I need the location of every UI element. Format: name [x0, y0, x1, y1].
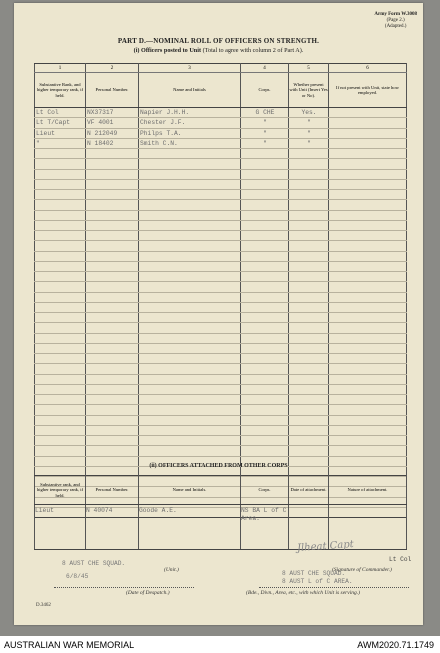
rank-cell: [35, 374, 86, 384]
corps-cell: [241, 374, 289, 384]
officers-posted-rows: [35, 108, 407, 518]
employed-cell: [329, 364, 407, 374]
present-cell: Yes.: [289, 108, 329, 118]
name-cell: [139, 159, 241, 169]
form-number: Army Form W.3008: [374, 12, 417, 17]
present-cell: [289, 149, 329, 159]
present-cell: [289, 384, 329, 394]
name-cell: [139, 282, 241, 292]
number-cell: [86, 210, 139, 220]
name-cell: [139, 200, 241, 210]
rank-cell: [35, 220, 86, 230]
rank-cell: Lt T/Capt: [35, 118, 86, 128]
present-cell: [289, 425, 329, 435]
rank-cell: [35, 179, 86, 189]
name-cell: [139, 231, 241, 241]
name-cell: [139, 354, 241, 364]
blank-row: [35, 261, 407, 271]
blank-row: [35, 354, 407, 364]
name-cell: [139, 313, 241, 323]
column-header-number: Personal Number.: [86, 73, 139, 108]
rank-cell: [35, 210, 86, 220]
rank-cell: [35, 364, 86, 374]
column-header-name: Name and Initials.: [139, 476, 241, 505]
number-cell: [86, 415, 139, 425]
name-cell: [139, 302, 241, 312]
rank-cell: [35, 343, 86, 353]
corps-cell: [241, 149, 289, 159]
present-cell: [289, 374, 329, 384]
signature-rank: Lt Col: [389, 556, 412, 563]
corps-cell: [241, 446, 289, 456]
number-cell: [86, 231, 139, 241]
blank-row: [35, 302, 407, 312]
present-cell: [289, 231, 329, 241]
name-cell: Goode A.E.: [139, 505, 241, 550]
column-header-row: [35, 476, 407, 505]
corps-cell: NS BA L of C Area.: [241, 505, 289, 550]
present-cell: [289, 405, 329, 415]
present-cell: [289, 343, 329, 353]
number-cell: NX37317: [86, 108, 139, 118]
officers-posted-table: [34, 63, 407, 518]
employed-cell: [329, 415, 407, 425]
blank-row: [35, 395, 407, 405]
present-cell: [289, 313, 329, 323]
number-cell: [86, 179, 139, 189]
rank-cell: [35, 425, 86, 435]
column-header-date: Date of attachment.: [289, 476, 329, 505]
number-cell: [86, 272, 139, 282]
corps-cell: [241, 354, 289, 364]
name-cell: [139, 446, 241, 456]
number-cell: [86, 323, 139, 333]
present-cell: [289, 436, 329, 446]
number-cell: [86, 395, 139, 405]
employed-cell: [329, 292, 407, 302]
rank-cell: [35, 251, 86, 261]
column-header-employed: If not present with Unit, state how employed.: [329, 73, 407, 108]
name-cell: [139, 343, 241, 353]
blank-row: [35, 343, 407, 353]
name-cell: [139, 210, 241, 220]
employed-cell: [329, 128, 407, 138]
employed-cell: [329, 231, 407, 241]
corps-cell: [241, 384, 289, 394]
blank-row: [35, 282, 407, 292]
present-cell: [289, 292, 329, 302]
employed-cell: [329, 302, 407, 312]
column-number: 4: [241, 64, 289, 73]
form-page-number: (Page 2.): [386, 18, 405, 23]
employed-cell: [329, 138, 407, 148]
name-cell: [139, 405, 241, 415]
employed-cell: [329, 149, 407, 159]
blank-row: [35, 323, 407, 333]
blank-row: [35, 159, 407, 169]
number-cell: [86, 190, 139, 200]
name-cell: Chester J.F.: [139, 118, 241, 128]
number-cell: [86, 446, 139, 456]
number-cell: [86, 425, 139, 435]
column-header-corps: Corps.: [241, 73, 289, 108]
blank-row: [35, 231, 407, 241]
rank-cell: [35, 292, 86, 302]
number-cell: [86, 364, 139, 374]
rank-cell: [35, 313, 86, 323]
rank-cell: [35, 190, 86, 200]
corps-cell: [241, 415, 289, 425]
employed-cell: [329, 261, 407, 271]
rank-cell: [35, 395, 86, 405]
number-cell: [86, 405, 139, 415]
number-cell: [86, 169, 139, 179]
number-cell: [86, 220, 139, 230]
column-number: 3: [139, 64, 241, 73]
rank-cell: [35, 405, 86, 415]
present-cell: ": [289, 118, 329, 128]
name-cell: [139, 179, 241, 189]
number-cell: [86, 241, 139, 251]
blank-row: [35, 241, 407, 251]
form-number-block: [374, 12, 417, 30]
number-cell: [86, 374, 139, 384]
blank-row: [35, 425, 407, 435]
employed-cell: [329, 343, 407, 353]
column-header-present: Whether present with Unit (Insert Yes or No).: [289, 73, 329, 108]
number-cell: N 18402: [86, 138, 139, 148]
name-cell: [139, 395, 241, 405]
present-cell: [289, 272, 329, 282]
corps-cell: [241, 159, 289, 169]
unit-line: [54, 587, 194, 588]
rank-cell: Lieut: [35, 128, 86, 138]
present-cell: ": [289, 128, 329, 138]
number-cell: [86, 292, 139, 302]
column-header-row: [35, 73, 407, 108]
column-number: 1: [35, 64, 86, 73]
rank-cell: [35, 302, 86, 312]
employed-cell: [329, 118, 407, 128]
name-cell: [139, 220, 241, 230]
present-cell: ": [289, 138, 329, 148]
rank-cell: ": [35, 138, 86, 148]
despatch-date-value: 6/8/45: [66, 573, 89, 580]
corps-cell: [241, 251, 289, 261]
column-header-rank: Substantive Rank, and higher temporary rank, if held.: [35, 73, 86, 108]
blank-row: [35, 210, 407, 220]
corps-cell: [241, 395, 289, 405]
corps-cell: [241, 261, 289, 271]
corps-cell: [241, 343, 289, 353]
employed-cell: [329, 333, 407, 343]
rank-cell: [35, 333, 86, 343]
name-cell: [139, 333, 241, 343]
section-ii-title: (ii) OFFICERS ATTACHED FROM OTHER CORPS: [149, 463, 288, 469]
number-cell: [86, 302, 139, 312]
rank-cell: [35, 282, 86, 292]
name-cell: Napier J.H.H.: [139, 108, 241, 118]
rank-cell: Lieut: [35, 505, 86, 550]
blank-row: [35, 333, 407, 343]
present-cell: [289, 190, 329, 200]
rank-cell: [35, 169, 86, 179]
blank-row: [35, 292, 407, 302]
employed-cell: [329, 169, 407, 179]
present-cell: [289, 220, 329, 230]
archive-caption-bar: [0, 636, 440, 653]
employed-cell: [329, 436, 407, 446]
number-cell: [86, 261, 139, 271]
name-cell: [139, 169, 241, 179]
employed-cell: [329, 220, 407, 230]
corps-cell: [241, 292, 289, 302]
employed-cell: [329, 374, 407, 384]
despatch-date-label: (Date of Despatch.): [126, 590, 170, 596]
area-label: (Bde., Divn., Area, etc., with which Unit is serving.): [246, 590, 360, 596]
corps-cell: [241, 333, 289, 343]
blank-row: [35, 251, 407, 261]
column-header-name: Name and Initials: [139, 73, 241, 108]
corps-cell: [241, 405, 289, 415]
unit-value: 8 AUST CHE SQUAD.: [62, 560, 126, 567]
blank-row: [35, 179, 407, 189]
corps-cell: ": [241, 118, 289, 128]
name-cell: [139, 292, 241, 302]
blank-row: [35, 364, 407, 374]
rank-cell: [35, 149, 86, 159]
area-value-1: 8 AUST CHE SQUAD.: [282, 570, 346, 577]
blank-row: [35, 272, 407, 282]
rank-cell: [35, 272, 86, 282]
form-title: PART D.—NOMINAL ROLL OF OFFICERS ON STRENGTH.: [117, 37, 320, 45]
present-cell: [289, 333, 329, 343]
employed-cell: [329, 425, 407, 435]
name-cell: [139, 261, 241, 271]
rank-cell: [35, 436, 86, 446]
corps-cell: [241, 241, 289, 251]
corps-cell: [241, 210, 289, 220]
rank-cell: [35, 231, 86, 241]
blank-row: [35, 149, 407, 159]
present-cell: [289, 364, 329, 374]
present-cell: [289, 179, 329, 189]
blank-row: [35, 405, 407, 415]
area-value-2: 8 AUST L of C AREA.: [282, 578, 353, 585]
column-number-row: [35, 64, 407, 73]
corps-cell: [241, 425, 289, 435]
archive-source: AUSTRALIAN WAR MEMORIAL: [4, 640, 135, 650]
employed-cell: [329, 179, 407, 189]
employed-cell: [329, 313, 407, 323]
corps-cell: [241, 231, 289, 241]
present-cell: [289, 169, 329, 179]
blank-row: [35, 313, 407, 323]
column-header-rank: Substantive rank, and higher temporary rank, if held.: [35, 476, 86, 505]
name-cell: [139, 384, 241, 394]
present-cell: [289, 241, 329, 251]
name-cell: [139, 149, 241, 159]
table-row: [35, 138, 407, 148]
column-header-corps: Corps.: [241, 476, 289, 505]
number-cell: [86, 282, 139, 292]
corps-cell: ": [241, 128, 289, 138]
number-cell: [86, 384, 139, 394]
number-cell: [86, 159, 139, 169]
employed-cell: [329, 384, 407, 394]
corps-cell: [241, 302, 289, 312]
corps-cell: [241, 282, 289, 292]
rank-cell: [35, 261, 86, 271]
number-cell: [86, 436, 139, 446]
blank-row: [35, 384, 407, 394]
present-cell: [289, 159, 329, 169]
name-cell: [139, 425, 241, 435]
corps-cell: [241, 200, 289, 210]
number-cell: [86, 343, 139, 353]
present-cell: [289, 302, 329, 312]
number-cell: N 212049: [86, 128, 139, 138]
name-cell: [139, 415, 241, 425]
present-cell: [289, 251, 329, 261]
number-cell: [86, 333, 139, 343]
employed-cell: [329, 272, 407, 282]
column-header-nature: Nature of attachment.: [329, 476, 407, 505]
employed-cell: [329, 210, 407, 220]
blank-row: [35, 436, 407, 446]
corps-cell: [241, 364, 289, 374]
table-row: [35, 128, 407, 138]
column-number: 2: [86, 64, 139, 73]
unit-label: (Unit.): [164, 567, 179, 573]
present-cell: [289, 200, 329, 210]
table-row: [35, 108, 407, 118]
rank-cell: [35, 200, 86, 210]
blank-row: [35, 220, 407, 230]
corps-cell: ": [241, 138, 289, 148]
employed-cell: [329, 282, 407, 292]
blank-row: [35, 169, 407, 179]
blank-row: [35, 190, 407, 200]
table-row: [35, 118, 407, 128]
present-cell: [289, 395, 329, 405]
present-cell: [289, 323, 329, 333]
present-cell: [289, 415, 329, 425]
rank-cell: [35, 415, 86, 425]
form-subtitle: [14, 47, 423, 54]
number-cell: [86, 200, 139, 210]
name-cell: [139, 364, 241, 374]
corps-cell: G CHE: [241, 108, 289, 118]
employed-cell: [329, 251, 407, 261]
name-cell: [139, 374, 241, 384]
employed-cell: [329, 159, 407, 169]
rank-cell: [35, 241, 86, 251]
employed-cell: [329, 200, 407, 210]
number-cell: VF 4001: [86, 118, 139, 128]
area-line: [259, 587, 409, 588]
employed-cell: [329, 323, 407, 333]
archive-accession: AWM2020.71.1749: [357, 640, 434, 650]
corps-cell: [241, 179, 289, 189]
name-cell: [139, 272, 241, 282]
name-cell: Smith C.N.: [139, 138, 241, 148]
corps-cell: [241, 220, 289, 230]
employed-cell: [329, 241, 407, 251]
blank-row: [35, 374, 407, 384]
corps-cell: [241, 190, 289, 200]
employed-cell: [329, 190, 407, 200]
present-cell: [289, 282, 329, 292]
number-cell: [86, 313, 139, 323]
corps-cell: [241, 436, 289, 446]
present-cell: [289, 210, 329, 220]
employed-cell: [329, 405, 407, 415]
blank-row: [35, 415, 407, 425]
column-header-number: Personal Number.: [86, 476, 139, 505]
employed-cell: [329, 354, 407, 364]
blank-row: [35, 200, 407, 210]
corps-cell: [241, 313, 289, 323]
present-cell: [289, 354, 329, 364]
column-number: 6: [329, 64, 407, 73]
employed-cell: [329, 446, 407, 456]
rank-cell: Lt Col: [35, 108, 86, 118]
form-adapted-note: (Adapted.): [384, 24, 407, 29]
present-cell: [289, 261, 329, 271]
corps-cell: [241, 169, 289, 179]
corps-cell: [241, 323, 289, 333]
name-cell: [139, 190, 241, 200]
rank-cell: [35, 159, 86, 169]
form-page: [14, 3, 423, 625]
form-code: D.3462: [36, 603, 51, 608]
name-cell: [139, 436, 241, 446]
name-cell: [139, 251, 241, 261]
handwritten-signature: Jlheat Capt: [296, 539, 355, 554]
number-cell: [86, 251, 139, 261]
number-cell: [86, 149, 139, 159]
employed-cell: [329, 395, 407, 405]
rank-cell: [35, 446, 86, 456]
corps-cell: [241, 272, 289, 282]
blank-row: [35, 446, 407, 456]
number-cell: N 40074: [86, 505, 139, 550]
rank-cell: [35, 384, 86, 394]
column-number: 5: [289, 64, 329, 73]
signature-label: (Signature of Commander.): [332, 567, 392, 573]
name-cell: [139, 323, 241, 333]
rank-cell: [35, 323, 86, 333]
number-cell: [86, 354, 139, 364]
subtitle-bold: (i) Officers posted to Unit: [133, 47, 202, 54]
subtitle-rest: (Total to agree with column 2 of Part A).: [202, 47, 304, 54]
rank-cell: [35, 354, 86, 364]
employed-cell: [329, 108, 407, 118]
name-cell: Philps T.A.: [139, 128, 241, 138]
present-cell: [289, 446, 329, 456]
name-cell: [139, 241, 241, 251]
